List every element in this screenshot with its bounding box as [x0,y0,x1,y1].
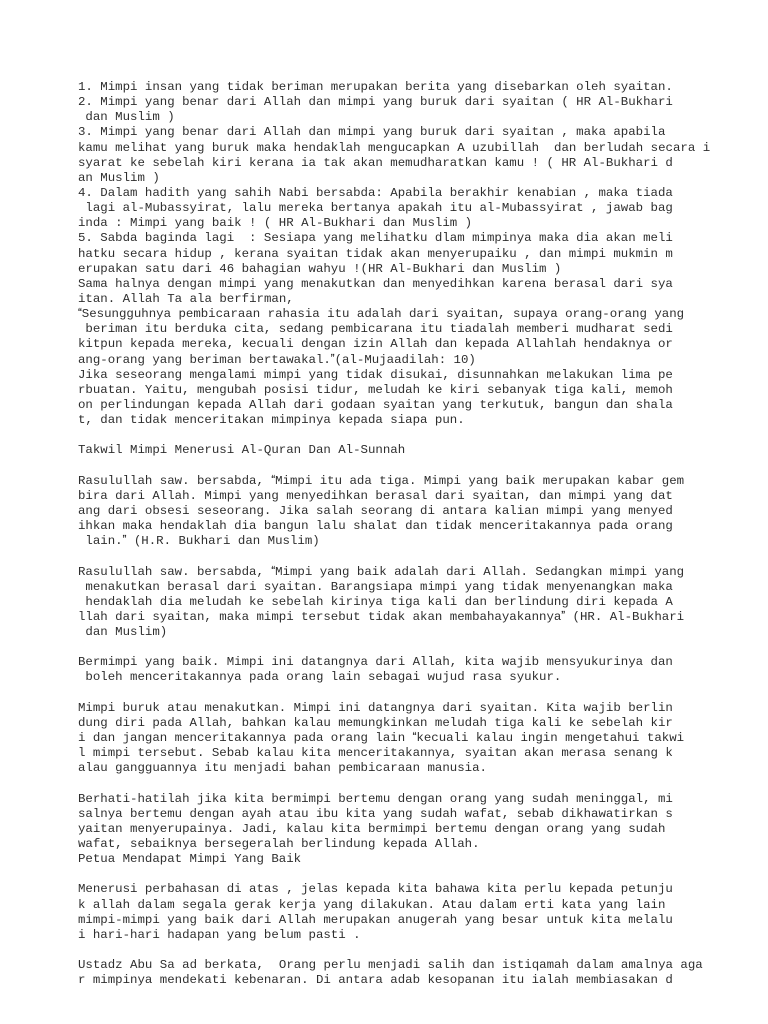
text-line: salnya bertemu dengan ayah atau ibu kita yang sudah wafat, sebab dikhawatirkan s [78,806,673,821]
text-line: an Muslim ) [78,170,160,185]
text-line: hendaklah dia meludah ke sebelah kirinya tiga kali dan berlindung diri kepada A [78,594,673,609]
text-line: menakutkan berasal dari syaitan. Barangsiapa mimpi yang tidak menyenangkan maka [78,579,673,594]
text-line: wafat, sebaiknya bersegeralah berlindung kepada Allah. [78,837,480,852]
text-line: Mimpi buruk atau menakutkan. Mimpi ini datangnya dari syaitan. Kita wajib berlin [78,700,673,715]
text-line: dan Muslim ) [78,110,175,125]
text-line [78,776,742,791]
text-line: 4. Dalam hadith yang sahih Nabi bersabda: Apabila berakhir kenabian , maka tiada [78,185,673,200]
text-line: Takwil Mimpi Menerusi Al-Quran Dan Al-Sunnah [78,443,406,458]
text-line: Sesungguhnya pembicaraan rahasia itu adalah dari syaitan, supaya orang-orang yang [78,307,685,322]
text-line: 1. Mimpi insan yang tidak beriman merupakan berita yang disebarkan oleh syaitan. [78,80,673,94]
text-line [78,549,742,564]
text-line: dung diri pada Allah, bahkan kalau memungkinkan meludah tiga kali ke sebelah kir [78,715,673,730]
text-line: Rasulullah saw. bersabda, Mimpi itu ada tiga. Mimpi yang baik merupakan kabar gem [78,473,685,488]
document-page [78,80,742,988]
text-line: beriman itu berduka cita, sedang pembicarana itu tiadalah memberi mudharat sedi [78,322,673,337]
text-line: yaitan menyerupainya. Jadi, kalau kita bermimpi bertemu dengan orang yang sudah [78,821,666,836]
text-line: boleh menceritakannya pada orang lain sebagai wujud rasa syukur. [78,670,562,685]
text-line: r mimpinya mendekati kebenaran. Di antara adab kesopanan itu ialah membiasakan d [78,973,673,988]
text-line [78,459,742,474]
text-line: Menerusi perbahasan di atas , jelas kepada kita bahawa kita perlu kepada petunju [78,882,673,897]
text-line: itan. Allah Taala berfirman, [78,291,294,306]
text-line: 5. Sabda baginda lagi : Sesiapa yang melihatku dlam mimpinya maka dia akan meli [78,231,673,246]
text-line: t, dan tidak menceritakan mimpinya kepada siapa pun. [78,413,465,428]
text-line: Jika seseorang mengalami mimpi yang tidak disukai, disunnahkan melakukan lima pe [78,367,673,382]
text-line: erupakan satu dari 46 bahagian wahyu !(HR Al-Bukhari dan Muslim ) [78,261,562,276]
text-line: ang-orang yang beriman bertawakal.(al-Mujaadilah: 10) [78,352,476,367]
text-line: inda : Mimpi yang baik ! ( HR Al-Bukhari dan Muslim ) [78,216,473,231]
text-line: llah dari syaitan, maka mimpi tersebut tidak akan membahayakannya (HR. Al-Bukhari [78,609,685,624]
text-line: bira dari Allah. Mimpi yang menyedihkan berasal dari syaitan, dan mimpi yang dat [78,488,673,503]
text-line: on perlindungan kepada Allah dari godaan syaitan yang terkutuk, bangun dan shala [78,397,673,412]
text-line: 2. Mimpi yang benar dari Allah dan mimpi yang buruk dari syaitan ( HR Al-Bukhari [78,95,673,110]
text-line: Petua Mendapat Mimpi Yang Baik [78,852,302,867]
text-line: syarat ke sebelah kiri kerana ia tak akan memudharatkan kamu ! ( HR Al-Bukhari d [78,155,673,170]
text-line: k allah dalam segala gerak kerja yang dilakukan. Atau dalam erti kata yang lain [78,897,666,912]
text-line: l mimpi tersebut. Sebab kalau kita menceritakannya, syaitan akan merasa senang k [78,746,673,761]
text-line: Sama halnya dengan mimpi yang menakutkan dan menyedihkan karena berasal dari sya [78,276,673,291]
text-line: 3. Mimpi yang benar dari Allah dan mimpi yang buruk dari syaitan , maka apabila [78,125,666,140]
text-line: mimpi-mimpi yang baik dari Allah merupakan anugerah yang besar untuk kita melalu [78,912,673,927]
text-line: alau gangguannya itu menjadi bahan pembicaraan manusia. [78,761,487,776]
text-line: ang dari obsesi seseorang. Jika salah seorang di antara kalian mimpi yang menyed [78,503,673,518]
text-line [78,640,742,655]
text-line: ihkan maka hendaklah dia bangun lalu shalat dan tidak menceritakannya pada orang [78,519,673,534]
text-line: Berhati-hatilah jika kita bermimpi bertemu dengan orang yang sudah meninggal, mi [78,791,673,806]
text-line [78,686,742,701]
text-line: Ustadz Abu Saad berkata, Orang perlu menjadi salih dan istiqamah dalam amalnya aga [78,958,703,973]
text-line: rbuatan. Yaitu, mengubah posisi tidur, meludah ke kiri sebanyak tiga kali, memoh [78,382,673,397]
text-line: kamu melihat yang buruk maka hendaklah mengucapkan Auzubillah dan berludah secara i [78,140,711,155]
text-line [78,428,742,443]
text-line: Rasulullah saw. bersabda, Mimpi yang baik adalah dari Allah. Sedangkan mimpi yang [78,564,685,579]
text-line [78,867,742,882]
text-line: kitpun kepada mereka, kecuali dengan izin Allah dan kepada Allahlah hendaknya or [78,337,673,352]
text-line: lain. (H.R. Bukhari dan Muslim) [78,534,320,549]
text-line: i hari-hari hadapan yang belum pasti . [78,927,361,942]
text-line [78,943,742,958]
text-line: dan Muslim) [78,625,168,640]
text-line: Bermimpi yang baik. Mimpi ini datangnya dari Allah, kita wajib mensyukurinya dan [78,655,673,670]
text-line: lagi al-Mubassyirat, lalu mereka bertanya apakah itu al-Mubassyirat , jawab bag [78,201,673,216]
text-line: i dan jangan menceritakannya pada orang lain kecuali kalau ingin mengetahui takwi [78,731,685,746]
text-line: hatku secara hidup , kerana syaitan tidak akan menyerupaiku , dan mimpi mukmin m [78,246,673,261]
